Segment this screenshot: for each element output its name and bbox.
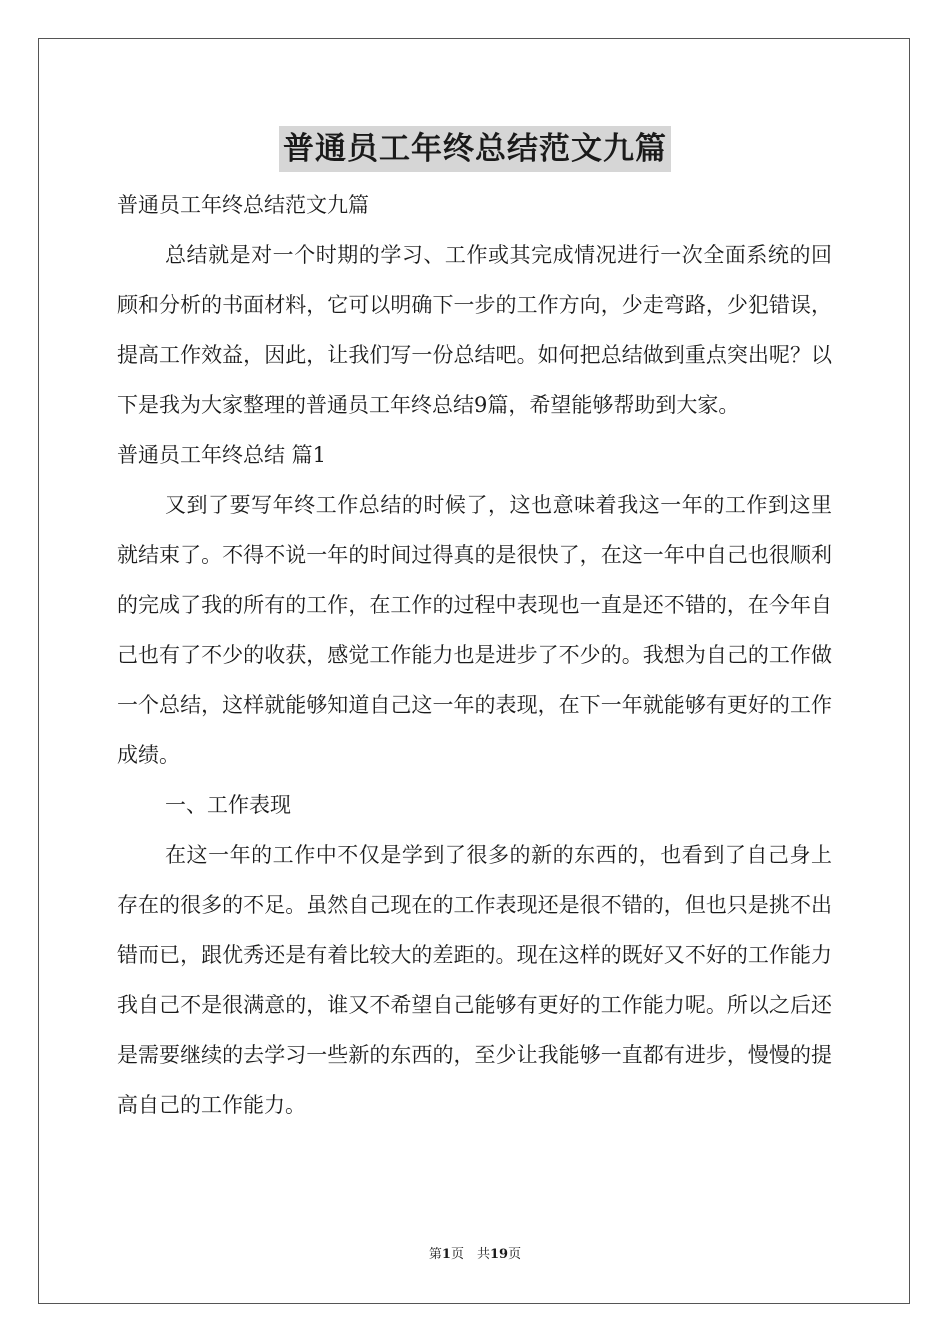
page-footer (0, 1245, 950, 1265)
intro-paragraph: 总结就是对一个时期的学习、工作或其完成情况进行一次全面系统的回顾和分析的书面材料，它可以明确下一步的工作方向，少走弯路，少犯错误，提高工作效益，因此，让我们写一份总结吧。如何把总结做到重点突出呢？以下是我为大家整理的普通员工年终总结9篇，希望能够帮助到大家。 (117, 243, 832, 417)
subsection-heading: 一、工作表现 (165, 793, 291, 817)
title-container (0, 126, 950, 172)
footer-prefix: 第 (428, 1247, 442, 1262)
section-heading: 普通员工年终总结 篇1 (117, 443, 327, 467)
subtitle: 普通员工年终总结范文九篇 (117, 193, 369, 217)
current-page-number: 1 (441, 1247, 451, 1262)
total-pages: 19 (489, 1247, 509, 1262)
document-title: 普通员工年终总结范文九篇 (279, 126, 671, 172)
body-paragraph: 又到了要写年终工作总结的时候了，这也意味着我这一年的工作到这里就结束了。不得不说一年的时间过得真的是很快了，在这一年中自己也很顺利的完成了我的所有的工作，在工作的过程中表现也一直是还不错的，在今年自己也有了不少的收获，感觉工作能力也是进步了不少的。我想为自己的工作做一个总结，这样就能够知道自己这一年的表现，在下一年就能够有更好的工作成绩。 (117, 493, 832, 767)
document-body (117, 180, 832, 1130)
footer-mid: 页 共 (450, 1247, 490, 1262)
footer-suffix: 页 (508, 1247, 522, 1262)
body-paragraph: 在这一年的工作中不仅是学到了很多的新的东西的，也看到了自己身上存在的很多的不足。虽然自己现在的工作表现还是很不错的，但也只是挑不出错而已，跟优秀还是有着比较大的差距的。现在这样的既好又不好的工作能力我自己不是很满意的，谁又不希望自己能够有更好的工作能力呢。所以之后还是需要继续的去学习一些新的东西的，至少让我能够一直都有进步，慢慢的提高自己的工作能力。 (117, 843, 832, 1117)
